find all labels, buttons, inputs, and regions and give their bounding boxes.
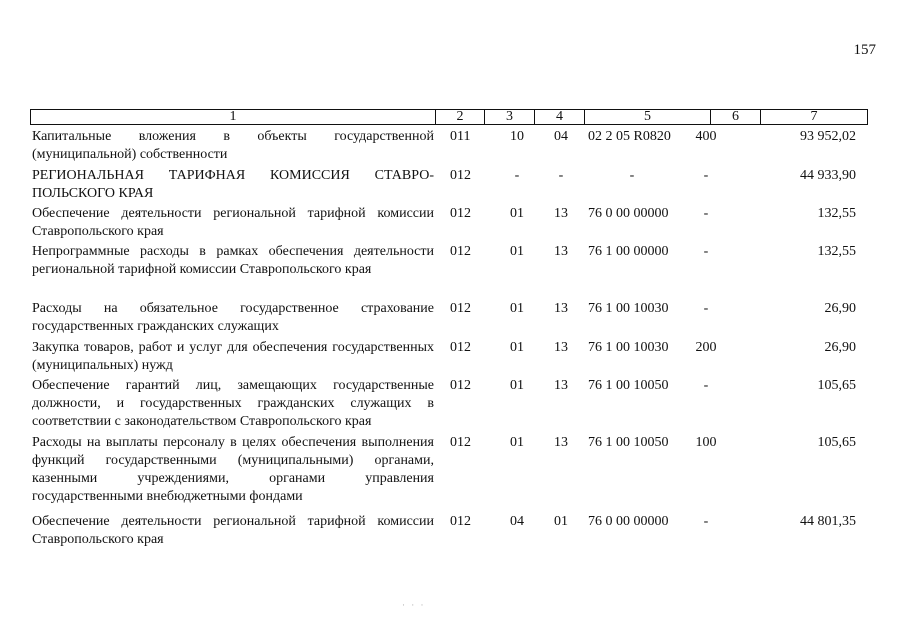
- row-col-4: 01: [554, 514, 568, 529]
- row-col-6: -: [703, 378, 709, 393]
- row-col-2: 012: [450, 206, 471, 221]
- header-col-4: 4: [535, 110, 585, 124]
- header-col-7: 7: [810, 109, 818, 124]
- row-col-6: -: [703, 514, 709, 529]
- row-description: Расходы на выплаты персоналу в целях обеспечения выполнения функций государственными (муниципальными) органами, казенными учреждениями, органами управления государственными внебюджетными фондами: [32, 435, 434, 504]
- row-col-2: 012: [450, 378, 471, 393]
- row-col-3: 01: [510, 378, 524, 393]
- row-col-7: 105,65: [817, 435, 856, 450]
- row-col-7: 105,65: [817, 378, 856, 393]
- row-col-2: 012: [450, 301, 471, 316]
- row-description: Обеспечение деятельности региональной тарифной комиссии Ставропольского края: [32, 514, 434, 547]
- row-col-5: 76 0 00 00000: [588, 514, 669, 529]
- row-col-6: -: [703, 206, 709, 221]
- row-col-3: 01: [510, 206, 524, 221]
- row-col-2: 012: [450, 435, 471, 450]
- row-col-2: 012: [450, 514, 471, 529]
- row-col-3: 01: [510, 340, 524, 355]
- row-description: РЕГИОНАЛЬНАЯ ТАРИФНАЯ КОМИССИЯ СТАВРО-ПОЛЬСКОГО КРАЯ: [32, 168, 434, 201]
- header-col-6: 6: [711, 110, 761, 124]
- row-col-5: 76 0 00 00000: [588, 206, 669, 221]
- row-col-3: 10: [510, 129, 524, 144]
- row-col-5: -: [629, 168, 635, 183]
- header-col-5: 5: [585, 110, 711, 124]
- header-col-1: 1: [31, 110, 436, 124]
- row-col-7: 26,90: [824, 340, 856, 355]
- row-col-5: 76 1 00 10050: [588, 378, 669, 393]
- row-col-4: 13: [554, 301, 568, 316]
- row-col-4: 13: [554, 435, 568, 450]
- row-col-6: -: [703, 301, 709, 316]
- row-col-3: 01: [510, 301, 524, 316]
- row-col-7: 132,55: [817, 244, 856, 259]
- row-description: Закупка товаров, работ и услуг для обеспечения государственных (муниципальных) нужд: [32, 340, 434, 373]
- row-col-3: 01: [510, 435, 524, 450]
- row-col-3: -: [514, 168, 520, 183]
- row-col-5: 76 1 00 10050: [588, 435, 669, 450]
- row-col-6: -: [703, 244, 709, 259]
- row-col-2: 012: [450, 244, 471, 259]
- row-col-7: 26,90: [824, 301, 856, 316]
- header-col-3: 3: [485, 110, 535, 124]
- row-col-7: 132,55: [817, 206, 856, 221]
- row-col-6: 400: [695, 129, 717, 144]
- row-description: Капитальные вложения в объекты государственной (муниципальной) собственности: [32, 129, 434, 162]
- row-col-2: 011: [450, 129, 471, 144]
- table-header: [30, 109, 868, 125]
- row-description: Непрограммные расходы в рамках обеспечения деятельности региональной тарифной комиссии Ставропольского края: [32, 244, 434, 277]
- row-col-2: 012: [450, 168, 471, 183]
- row-col-4: -: [558, 168, 564, 183]
- row-col-5: 02 2 05 R0820: [588, 129, 671, 144]
- row-col-7: 44 933,90: [800, 168, 856, 183]
- scan-artifact: · · ·: [402, 600, 426, 610]
- row-col-5: 76 1 00 10030: [588, 340, 669, 355]
- row-col-4: 13: [554, 244, 568, 259]
- row-col-6: 200: [695, 340, 717, 355]
- row-col-5: 76 1 00 10030: [588, 301, 669, 316]
- row-col-3: 04: [510, 514, 524, 529]
- row-description: Расходы на обязательное государственное страхование государственных гражданских служащих: [32, 301, 434, 334]
- row-col-2: 012: [450, 340, 471, 355]
- row-col-4: 13: [554, 378, 568, 393]
- row-col-6: 100: [695, 435, 717, 450]
- row-col-7: 44 801,35: [800, 514, 856, 529]
- header-col-2: 2: [436, 110, 485, 124]
- row-col-5: 76 1 00 00000: [588, 244, 669, 259]
- row-description: Обеспечение деятельности региональной тарифной комиссии Ставропольского края: [32, 206, 434, 239]
- row-col-4: 13: [554, 206, 568, 221]
- page-number: 157: [853, 42, 876, 58]
- row-col-3: 01: [510, 244, 524, 259]
- row-col-7: 93 952,02: [800, 129, 856, 144]
- row-col-4: 13: [554, 340, 568, 355]
- row-col-4: 04: [554, 129, 568, 144]
- row-col-6: -: [703, 168, 709, 183]
- row-description: Обеспечение гарантий лиц, замещающих государственные должности, и государственных гражданских служащих в соответствии с законодательством Ставропольского края: [32, 378, 434, 429]
